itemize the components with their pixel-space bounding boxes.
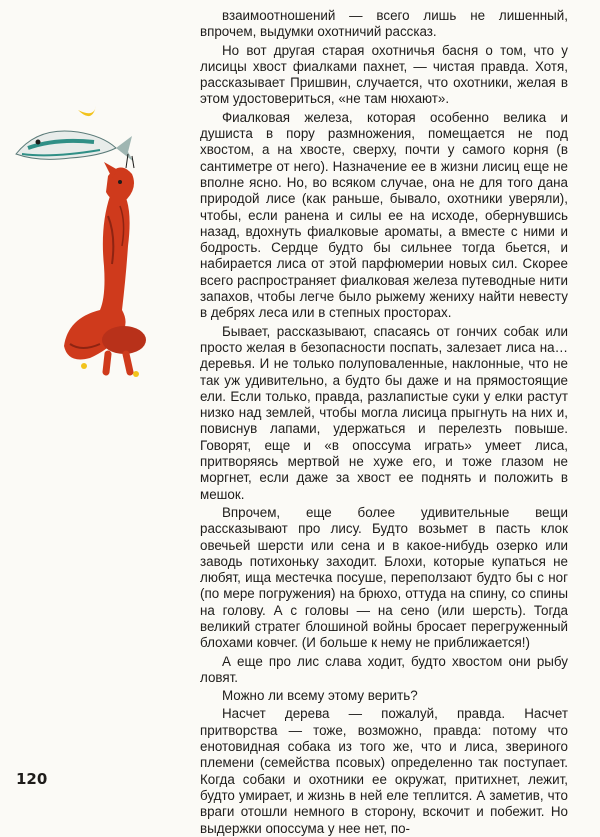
paragraph: Но вот другая старая охотничья басня о том, что у лисицы хвост фиалками пахнет, — чистая правда. Хотя, рассказывает Пришвин, случается, что охотники, желая в этом удостовериться, «не там нюхают». (200, 42, 568, 107)
fox-tail (64, 310, 146, 377)
fox-body (100, 196, 130, 310)
fox-head (104, 162, 134, 201)
article-text (200, 8, 568, 837)
fox-holding-fish-illustration (8, 96, 178, 396)
paragraph: Можно ли всему этому верить? (222, 688, 418, 704)
paragraph: Насчет дерева — пожалуй, правда. Насчет притворства — тоже, возможно, правда: потому что енотовидная собака из того же, что и лиса, звериного племени (семейства псовых) определенно так поступает. Когда собаки и охотники ее окружат, притихнет, лежит, будто умирает, и жизнь в ней еле теплится. А заметив, что враги отошли немного в сторону, вскочит и побежит. Но выдержки опоссума у нее нет, по- (200, 706, 568, 836)
paragraph: взаимоотношений — всего лишь не лишенный, впрочем, выдумки охотничий рассказ. (200, 8, 568, 40)
paragraph: А еще про лис слава ходит, будто хвостом они рыбу ловят. (200, 653, 568, 685)
moon-shape (78, 106, 96, 116)
paragraph: Бывает, рассказывают, спасаясь от гончих собак или просто желая в безопасности поспать, залезает лиса на… деревья. И не только полуповаленные, наклонные, что не так уж удивительно, а будто бы даже и на прямостоящие ели. Если только, правда, разлапистые суки у елки растут низко над землей, чтобы могла лисица прыгнуть на них и, повиснув лапами, удержаться и перелезть повыше. Говорят, еще и «в опоссума играть» умеет лиса, притворяясь мертвой не хуже его, и тоже глазом не моргнет, если даже за хвост ее поднять и положить в мешок. (200, 323, 568, 502)
fish-shape (16, 131, 134, 162)
paragraph: Впрочем, еще более удивительные вещи рассказывают про лису. Будто возьмет в пасть клок овечьей шерсти или сена и в какое-нибудь озерко или заводь потихоньку заходит. Блохи, которые купаться не любят, ища местечка посуше, переползают будто бы с ног (по мере погружения) на брюхо, оттуда на спину, со спины на голову. А с головы — на сено (или шерсть). Тогда великий стратег блошиной войны бросает перегруженный блохами ковчег. (И больше к нему не приближается!) (200, 504, 568, 651)
paragraph: Фиалковая железа, которая особенно велика и душиста в пору размножения, помещается не под хвостом, а на хвосте, сверху, почти у самого корня (в сантиметре от него). Назначение ее в жизни лисиц еще не вполне ясно. Но, во всяком случае, она не для того дана природой лисе (как раньше, бывало, охотники уверяли), чтобы, если ранена и силы ее на исходе, обернувшись назад, вдохнуть фиалковые ароматы, а вместе с ними и бодрость. Сердце будто бы сильнее тогда бьется, и набирается лиса от этой парфюмерии новых сил. Скорее всего распространяет фиалковая железа путеводные нити запахов, чтобы легче было рыжему жениху найти невесту в дебрях леса или в степных просторах. (200, 109, 568, 321)
page-number: 120 (16, 770, 48, 788)
